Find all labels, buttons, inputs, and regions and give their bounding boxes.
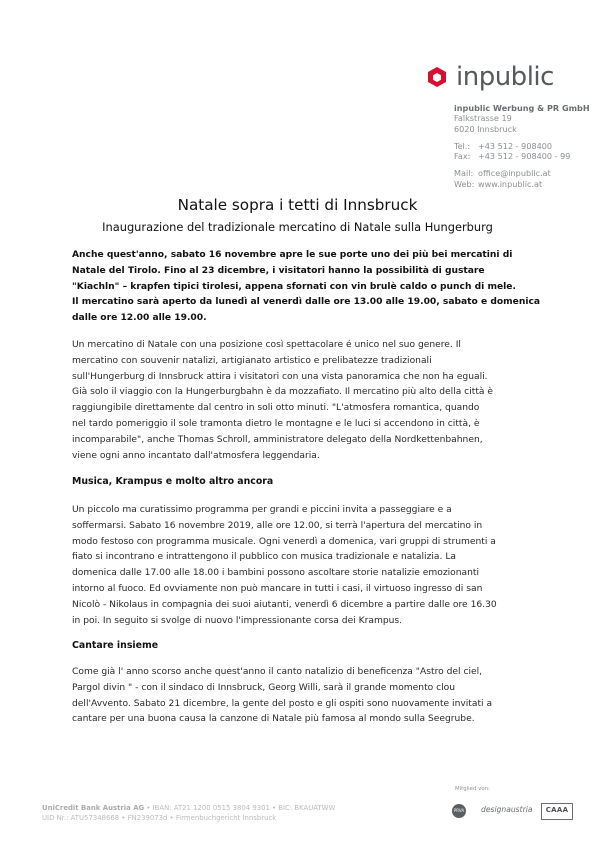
text-line: Il mercatino sarà aperto da lunedì al venerdì dalle ore 13.00 alle 19.00, sabato e domenica (72, 297, 541, 308)
section-heading-music: Musica, Krampus e molto altro ancora (72, 476, 274, 487)
document-title: Natale sopra i tetti di Innsbruck (177, 196, 418, 214)
text-line: dalle ore 12.00 alle 19.00. (72, 313, 207, 324)
section-heading-singing: Cantare insieme (72, 640, 159, 651)
web-label: Web: (454, 178, 475, 189)
text-line: fiato si incontrano e intrattengono il pubblico con musica tradizionale e natalizia. La (72, 552, 456, 563)
fax-label: Fax: (454, 151, 471, 162)
text-line: domenica dalle 17.00 alle 18.00 i bambini possono ascoltare storie natalizie emozionanti (72, 568, 480, 579)
phone-number: +43 512 - 908400 (478, 140, 553, 151)
designaustria-logo: designaustria (481, 805, 533, 814)
document-subtitle: Inaugurazione del tradizionale mercatino di Natale sulla Hungerburg (102, 220, 493, 234)
text-line: raggiungibile direttamente dal centro in soli otto minuti. "L'atmosfera romantica, quando (72, 403, 480, 414)
city: 6020 Innsbruck (454, 123, 517, 134)
company-name: inpublic Werbung & PR GmbH (454, 103, 590, 113)
text-line: cantare per una buona causa la canzone di Natale più famosa al mondo sulla Seegrube. (72, 714, 475, 725)
member-label: Mitglied von: (455, 786, 490, 792)
inpublic-hexagon-icon (426, 66, 448, 88)
text-line: Già solo il viaggio con la Hungerburgbahn è da mozzafiato. Il mercatino più alto della città è (72, 387, 493, 398)
text-line: nel tardo pomeriggio il sole tramonta dietro le montagne e le luci si accendono in città, è (72, 418, 480, 429)
text-line: mercatino con souvenir natalizi, artigianato artistico e prelibatezze tradizionali (72, 355, 432, 366)
sender-address-block (454, 103, 590, 189)
phone-row (454, 141, 590, 151)
caaa-logo: CAAA (541, 803, 573, 820)
text-line: modo festoso con programma musicale. Ogni venerdì a domenica, vari gruppi di strumenti a (72, 536, 496, 547)
text-line: Pargol divin " - con il sindaco di Innsbruck, Georg Willi, sarà il grande momento clou (72, 682, 456, 693)
text-line: intorno al fuoco. Ed ovviamente non può mancare in tutti i casi, il virtuoso ingresso di san (72, 583, 483, 594)
legal-info: UID Nr.: ATU57348668 • FN239073d • Firmenbuchgericht Innsbruck (42, 814, 277, 823)
text-line: sull'Hungerburg di Innsbruck attira i visitatori con una vista panoramica che non ha eguali. (72, 371, 488, 382)
paragraph-intro (72, 338, 532, 464)
text-line: Un mercatino di Natale con una posizione così spettacolare é unico nel suo genere. Il (72, 340, 461, 350)
street: Falkstrasse 19 (454, 113, 512, 124)
inpublic-logo (426, 60, 576, 94)
lead-paragraph (72, 248, 541, 327)
mail-address[interactable]: office@inpublic.at (478, 168, 551, 179)
fax-number: +43 512 - 908400 - 99 (478, 151, 571, 162)
text-line: incomparabile", anche Thomas Schroll, amministratore delegato della Nordkettenbahnen, (72, 434, 483, 445)
mail-row (454, 168, 590, 178)
mail-label: Mail: (454, 168, 474, 179)
text-line: Natale del Tirolo. Fino al 23 dicembre, i visitatori hanno la possibilità di gustare (72, 265, 485, 276)
prva-logo: PRVA (452, 804, 466, 818)
text-line: dell'Avvento. Sabato 21 dicembre, la gente del posto e gli ospiti sono nuovamente invitati a (72, 698, 493, 709)
web-address[interactable]: www.inpublic.at (478, 178, 543, 189)
text-line: viene ogni anno incantato dall'atmosfera leggendaria. (72, 450, 320, 461)
text-line: "Kiachln" – krapfen tipici tirolesi, appena sfornati con vin brulè caldo o punch di mele. (72, 281, 516, 292)
paragraph-music (72, 503, 532, 629)
paragraph-singing (72, 665, 532, 728)
logo-wordmark: inpublic (456, 62, 554, 92)
phone-label: Tel.: (454, 140, 471, 151)
footer-bank-details (42, 803, 335, 824)
text-line: in poi. In seguito si svolge di nuovo l'impressionante corsa dei Krampus. (72, 615, 403, 626)
text-line: Nicolò - Nikolaus in compagnia dei suoi aiutanti, venerdì 6 dicembre a partire dalle ore 16.30 (72, 599, 497, 610)
bank-iban-bic: • IBAN: AT21 1200 0515 3804 9301 • BIC: BKAUATWW (144, 804, 336, 812)
web-row (454, 179, 590, 189)
text-line: Anche quest'anno, sabato 16 novembre apre le sue porte uno dei più bei mercatini di (72, 250, 513, 260)
text-line: Un piccolo ma curatissimo programma per grandi e piccini invita a passeggiare e a (72, 505, 452, 515)
text-line: soffermarsi. Sabato 16 novembre 2019, alle ore 12.00, si terrà l'apertura del mercatino in (72, 520, 483, 531)
text-line: Come già l' anno scorso anche quest'anno il canto natalizio di beneficenza "Astro del ciel, (72, 667, 483, 677)
fax-row (454, 151, 590, 161)
bank-name: UniCredit Bank Austria AG (42, 804, 145, 812)
